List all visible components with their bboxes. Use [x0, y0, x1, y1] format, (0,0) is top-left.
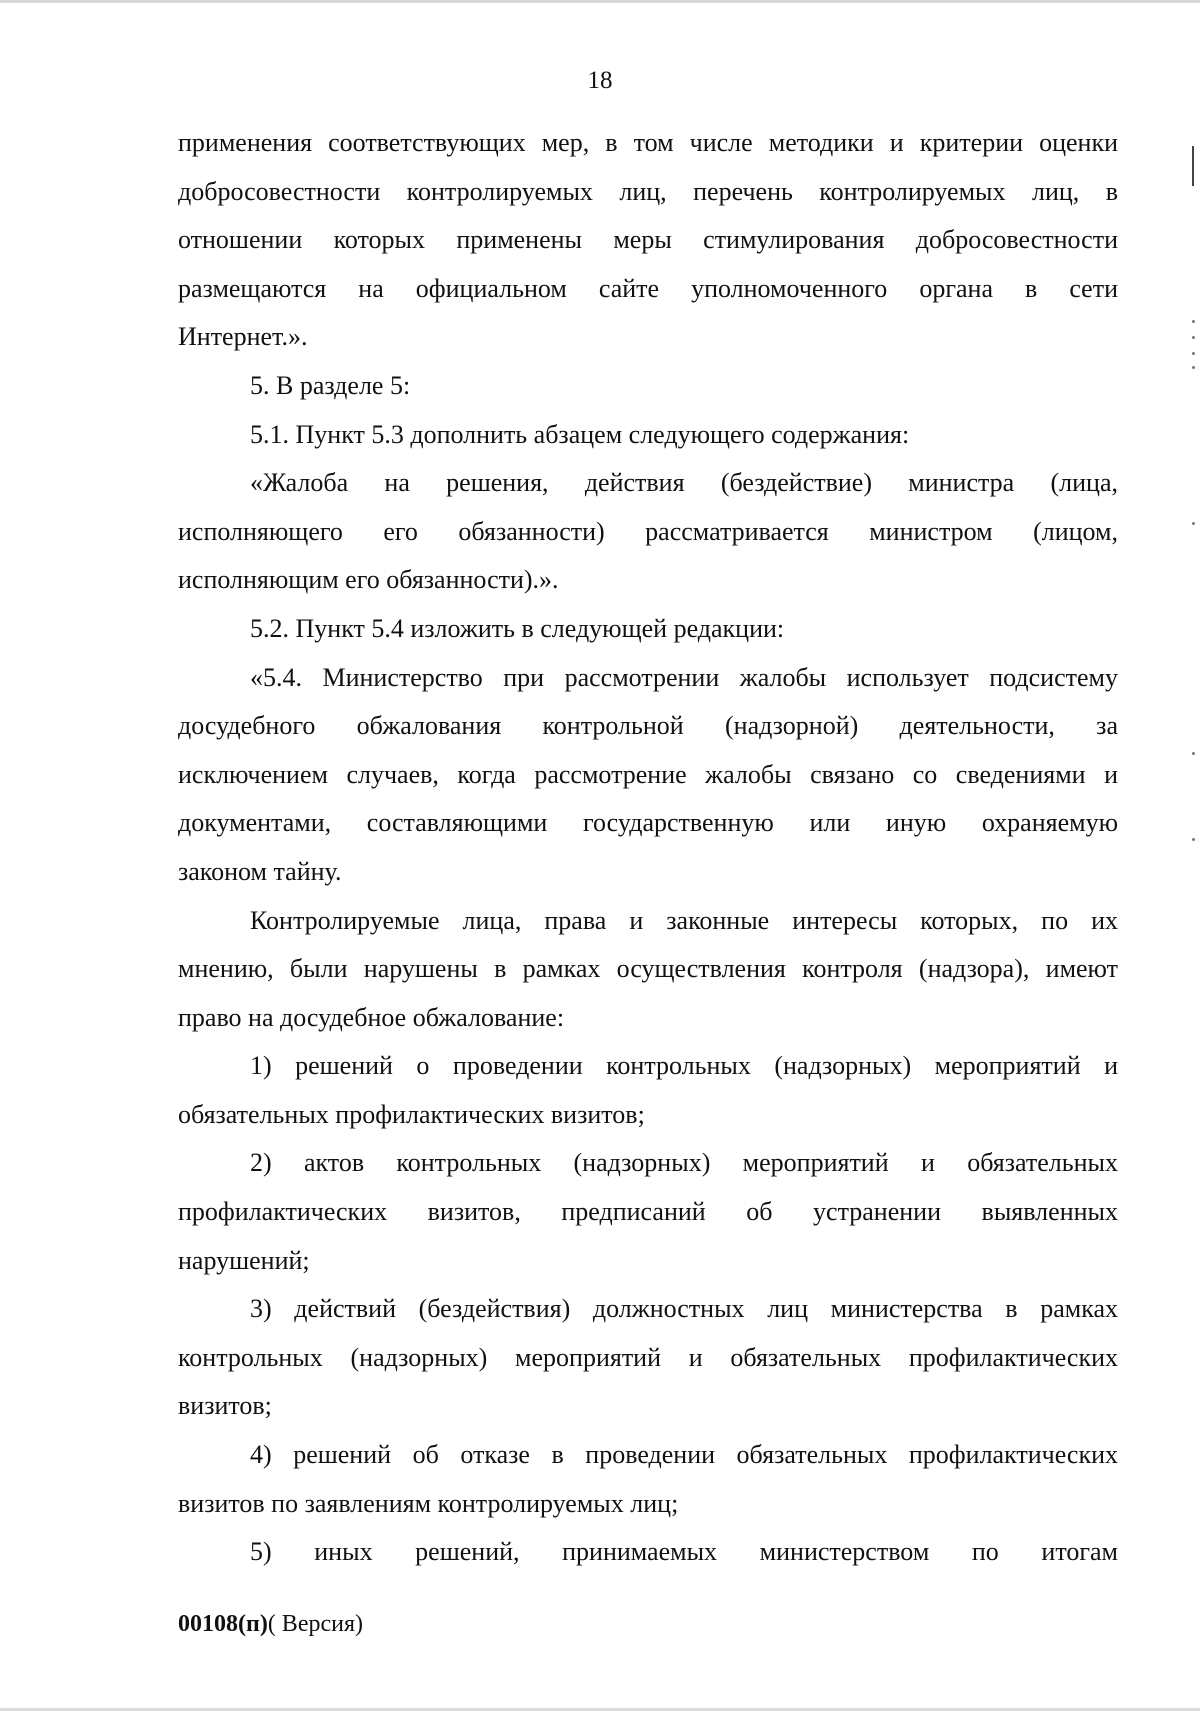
text-line: право на досудебное обжалование:: [178, 1002, 565, 1032]
text-line: 2) актов контрольных (надзорных) мероприятий и обязательных: [250, 1148, 1118, 1178]
text-line: 5.1. Пункт 5.3 дополнить абзацем следующего содержания:: [250, 419, 910, 449]
text-line: визитов по заявлениям контролируемых лиц;: [178, 1488, 679, 1518]
text-line: размещаются на официальном сайте уполномоченного органа в сети: [178, 273, 1118, 303]
scan-dot: [1192, 320, 1195, 323]
text-line: нарушений;: [178, 1245, 310, 1275]
text-line: досудебного обжалования контрольной (надзорной) деятельности, за: [178, 711, 1118, 741]
text-line: «Жалоба на решения, действия (бездействие) министра (лица,: [250, 468, 1118, 498]
scan-top-edge: [0, 0, 1200, 3]
text-line: 4) решений об отказе в проведении обязательных профилактических: [250, 1440, 1118, 1470]
text-line: «5.4. Министерство при рассмотрении жалобы использует подсистему: [250, 662, 1118, 692]
text-line: Интернет.».: [178, 322, 308, 352]
scan-dot: [1192, 336, 1195, 339]
text-line: Контролируемые лица, права и законные интересы которых, по их: [250, 905, 1118, 935]
text-line: законом тайну.: [178, 856, 342, 886]
text-line: обязательных профилактических визитов;: [178, 1099, 645, 1129]
document-footer: [178, 1609, 363, 1639]
document-body: [178, 119, 1118, 1577]
scan-dot: [1192, 352, 1195, 355]
text-line: исключением случаев, когда рассмотрение жалобы связано со сведениями и: [178, 759, 1118, 789]
document-version: ( Версия): [267, 1611, 363, 1637]
scan-mark: [1192, 146, 1194, 186]
text-line: 3) действий (бездействия) должностных лиц министерства в рамках: [250, 1294, 1118, 1324]
text-line: добросовестности контролируемых лиц, перечень контролируемых лиц, в: [178, 176, 1118, 206]
text-line: исполняющего его обязанности) рассматривается министром (лицом,: [178, 516, 1118, 546]
scan-dot: [1192, 838, 1195, 841]
text-line: визитов;: [178, 1391, 272, 1421]
text-line: 5) иных решений, принимаемых министерством по итогам: [250, 1537, 1118, 1567]
text-line: профилактических визитов, предписаний об устранении выявленных: [178, 1197, 1118, 1227]
text-line: применения соответствующих мер, в том числе методики и критерии оценки: [178, 128, 1118, 157]
text-line: 5.2. Пункт 5.4 изложить в следующей редакции:: [250, 613, 785, 643]
scan-dot: [1192, 522, 1195, 525]
text-line: мнению, были нарушены в рамках осуществления контроля (надзора), имеют: [178, 954, 1118, 984]
page-number: 18: [587, 67, 613, 94]
scan-dot: [1192, 752, 1195, 755]
text-line: исполняющим его обязанности).».: [178, 565, 559, 595]
scan-dot: [1192, 366, 1195, 369]
text-line: отношении которых применены меры стимулирования добросовестности: [178, 225, 1118, 255]
text-line: 5. В разделе 5:: [250, 370, 411, 400]
text-line: контрольных (надзорных) мероприятий и обязательных профилактических: [178, 1342, 1118, 1372]
text-line: 1) решений о проведении контрольных (надзорных) мероприятий и: [250, 1051, 1118, 1081]
document-code: 00108(п): [178, 1611, 268, 1637]
text-line: документами, составляющими государственную или иную охраняемую: [178, 808, 1118, 838]
